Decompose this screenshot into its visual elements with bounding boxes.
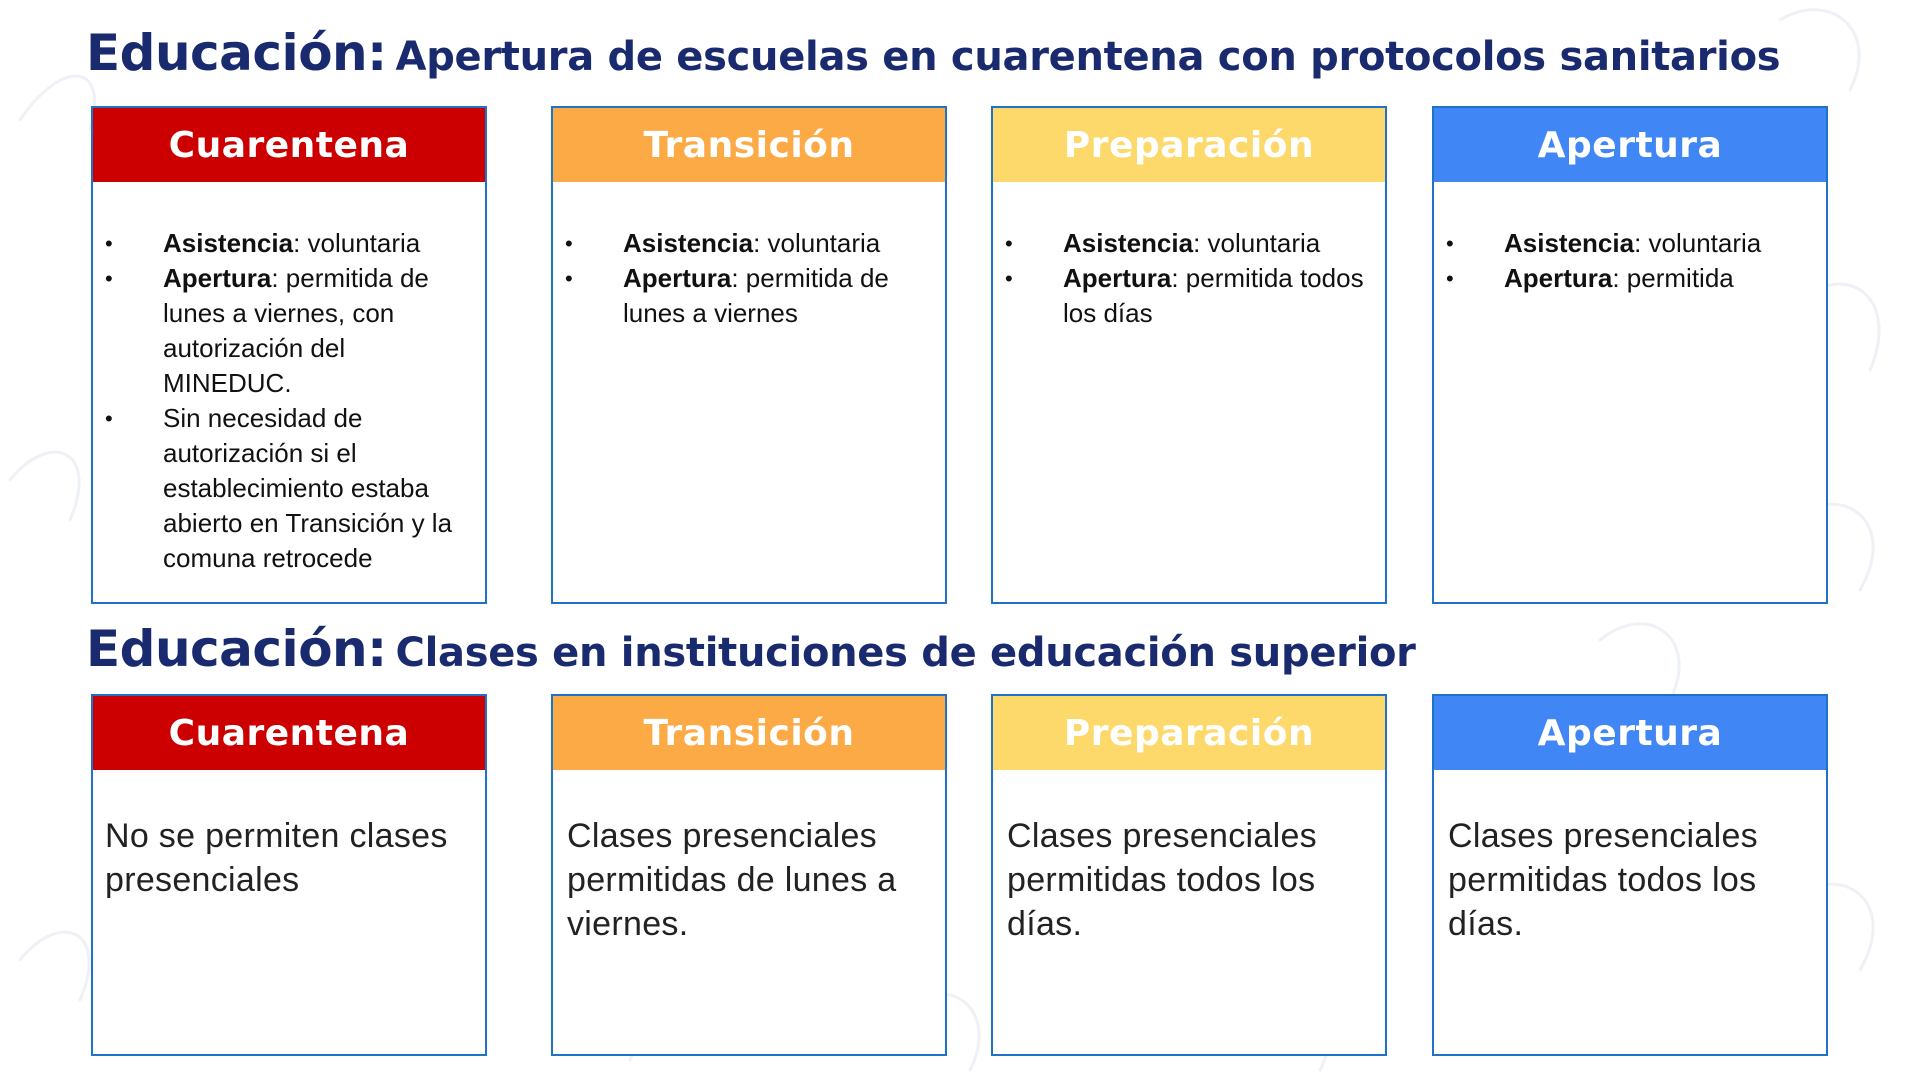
school-rules-list	[93, 182, 485, 576]
school-card-apertura	[1432, 106, 1828, 604]
section-2-title-rest: Clases en instituciones de educación superior	[395, 630, 1416, 676]
higher-ed-rule-text: Clases presenciales permitidas todos los días.	[1007, 817, 1317, 943]
section-1-title-bold: Educación:	[86, 24, 387, 82]
list-item	[105, 261, 469, 401]
higher-ed-card-cuarentena	[91, 694, 487, 1056]
list-item	[565, 261, 929, 331]
rule-text: Sin necesidad de autorización si el establecimiento estaba abierto en Transición y la comuna retrocede	[163, 403, 453, 573]
bullet-icon: •	[565, 231, 573, 256]
rule-text: : permitida de lunes a viernes, con autorización del MINEDUC.	[163, 263, 429, 398]
school-card-preparacion	[991, 106, 1387, 604]
list-item	[105, 226, 469, 261]
section-2-title	[86, 620, 1416, 678]
phase-header-cuarentena: Cuarentena	[93, 696, 485, 770]
rule-text: : permitida	[1612, 263, 1734, 293]
rule-text: : permitida de lunes a viernes	[623, 263, 889, 328]
rule-label: Asistencia	[1063, 228, 1194, 258]
rule-text: : voluntaria	[753, 228, 881, 258]
phase-header-cuarentena: Cuarentena	[93, 108, 485, 182]
higher-ed-card-apertura	[1432, 694, 1828, 1056]
rule-text: : voluntaria	[1634, 228, 1762, 258]
bullet-icon: •	[1446, 231, 1454, 256]
bullet-icon: •	[565, 266, 573, 291]
phase-header-transicion: Transición	[553, 108, 945, 182]
rule-label: Asistencia	[1504, 228, 1635, 258]
list-item	[105, 401, 469, 576]
list-item	[1446, 226, 1810, 261]
higher-ed-card-preparacion	[991, 694, 1387, 1056]
phase-header-transicion: Transición	[553, 696, 945, 770]
phase-header-apertura: Apertura	[1434, 696, 1826, 770]
bullet-icon: •	[105, 231, 113, 256]
bullet-icon: •	[1005, 231, 1013, 256]
bullet-icon: •	[1446, 266, 1454, 291]
higher-ed-rule-text: Clases presenciales permitidas todos los días.	[1448, 817, 1758, 943]
rule-text: : permitida todos los días	[1063, 263, 1364, 328]
list-item	[1005, 261, 1369, 331]
rule-label: Apertura	[1504, 263, 1613, 293]
bullet-icon: •	[105, 266, 113, 291]
section-1-title-rest: Apertura de escuelas en cuarentena con protocolos sanitarios	[395, 34, 1781, 80]
school-rules-list	[553, 182, 945, 331]
section-1-title	[86, 24, 1781, 82]
list-item	[565, 226, 929, 261]
list-item	[1446, 261, 1810, 296]
rule-label: Apertura	[623, 263, 732, 293]
rule-text: : voluntaria	[293, 228, 421, 258]
bullet-icon: •	[105, 406, 113, 431]
higher-ed-card-transicion	[551, 694, 947, 1056]
school-card-transicion	[551, 106, 947, 604]
school-card-cuarentena	[91, 106, 487, 604]
section-2-title-bold: Educación:	[86, 620, 387, 678]
rule-label: Apertura	[1063, 263, 1172, 293]
higher-ed-rule-text: Clases presenciales permitidas de lunes a viernes.	[567, 817, 897, 943]
phase-header-preparacion: Preparación	[993, 696, 1385, 770]
rule-label: Asistencia	[623, 228, 754, 258]
school-rules-list	[1434, 182, 1826, 296]
higher-ed-rule-text: No se permiten clases presenciales	[105, 817, 448, 899]
list-item	[1005, 226, 1369, 261]
phase-header-apertura: Apertura	[1434, 108, 1826, 182]
phase-header-preparacion: Preparación	[993, 108, 1385, 182]
rule-text: : voluntaria	[1193, 228, 1321, 258]
rule-label: Asistencia	[163, 228, 294, 258]
school-rules-list	[993, 182, 1385, 331]
rule-label: Apertura	[163, 263, 272, 293]
bullet-icon: •	[1005, 266, 1013, 291]
